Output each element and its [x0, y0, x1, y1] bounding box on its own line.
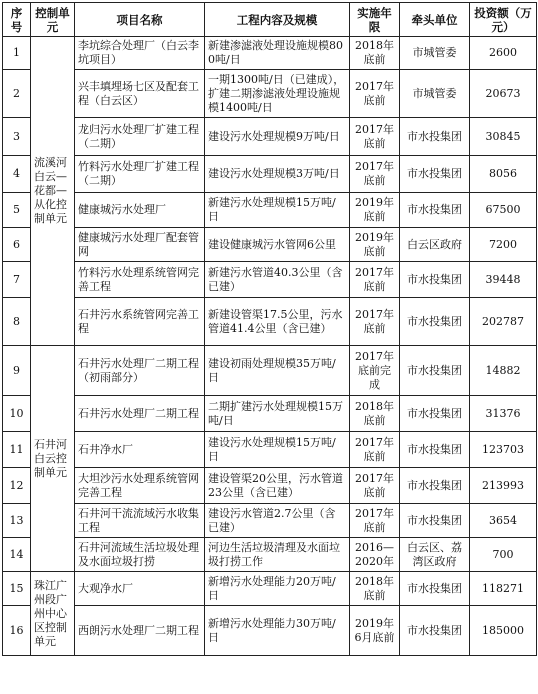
- row-content: 新建设管渠17.5公里，污水管道41.4公里（含已建）: [205, 298, 350, 346]
- row-year: 2019年底前: [350, 193, 400, 228]
- row-year: 2019年6月底前: [350, 606, 400, 656]
- row-no: 10: [3, 396, 31, 432]
- row-content: 新建污水处理规模15万吨/日: [205, 193, 350, 228]
- row-invest: 14882: [470, 346, 537, 396]
- row-lead: 市水投集团: [400, 606, 470, 656]
- row-invest: 700: [470, 538, 537, 572]
- row-no: 2: [3, 70, 31, 118]
- row-lead: 白云区、荔湾区政府: [400, 538, 470, 572]
- row-lead: 市水投集团: [400, 156, 470, 193]
- row-no: 1: [3, 37, 31, 70]
- row-lead: 市水投集团: [400, 193, 470, 228]
- table-row: [3, 118, 537, 156]
- row-name: 健康城污水处理厂: [75, 193, 205, 228]
- row-name: 竹料污水处理厂扩建工程（二期）: [75, 156, 205, 193]
- row-lead: 市水投集团: [400, 504, 470, 538]
- row-year: 2019年底前: [350, 228, 400, 262]
- row-invest: 39448: [470, 262, 537, 298]
- row-lead: 市水投集团: [400, 346, 470, 396]
- row-name: 大坦沙污水处理系统管网完善工程: [75, 468, 205, 504]
- header-name: 项目名称: [75, 3, 205, 37]
- header-year: 实施年限: [350, 3, 400, 37]
- control-unit-cell: 流溪河白云—花都—从化控制单元: [31, 37, 75, 346]
- row-invest: 123703: [470, 432, 537, 468]
- row-no: 6: [3, 228, 31, 262]
- header-unit: 控制单元: [31, 3, 75, 37]
- row-content: 新增污水处理能力20万吨/日: [205, 572, 350, 606]
- row-content: 建设污水处理规模15万吨/日: [205, 432, 350, 468]
- row-invest: 7200: [470, 228, 537, 262]
- row-no: 9: [3, 346, 31, 396]
- row-no: 14: [3, 538, 31, 572]
- row-name: 竹料污水处理系统管网完善工程: [75, 262, 205, 298]
- project-table: [2, 2, 537, 656]
- row-year: 2017年底前: [350, 432, 400, 468]
- row-lead: 市水投集团: [400, 468, 470, 504]
- row-year: 2017年底前: [350, 156, 400, 193]
- row-year: 2017年底前: [350, 118, 400, 156]
- row-lead: 市水投集团: [400, 396, 470, 432]
- row-content: 新增污水处理能力30万吨/日: [205, 606, 350, 656]
- row-no: 13: [3, 504, 31, 538]
- table-row: [3, 156, 537, 193]
- row-name: 石井净水厂: [75, 432, 205, 468]
- row-name: 健康城污水处理厂配套管网: [75, 228, 205, 262]
- row-no: 12: [3, 468, 31, 504]
- row-lead: 白云区政府: [400, 228, 470, 262]
- table-row: [3, 346, 537, 396]
- row-name: 大观净水厂: [75, 572, 205, 606]
- header-row: [3, 3, 537, 37]
- row-no: 3: [3, 118, 31, 156]
- row-name: 李坑综合处理厂（白云李坑项目）: [75, 37, 205, 70]
- table-row: [3, 193, 537, 228]
- row-lead: 市水投集团: [400, 432, 470, 468]
- row-invest: 8056: [470, 156, 537, 193]
- row-lead: 市水投集团: [400, 262, 470, 298]
- control-unit-cell: 珠江广州段广州中心区控制单元: [31, 572, 75, 656]
- row-no: 7: [3, 262, 31, 298]
- row-year: 2017年底前: [350, 468, 400, 504]
- row-name: 兴丰填埋场七区及配套工程（白云区）: [75, 70, 205, 118]
- table-row: [3, 538, 537, 572]
- row-year: 2018年底前: [350, 37, 400, 70]
- row-invest: 20673: [470, 70, 537, 118]
- row-name: 石井河干流流域污水收集工程: [75, 504, 205, 538]
- row-content: 一期1300吨/日（已建成），扩建二期渗滤液处理设施规模1400吨/日: [205, 70, 350, 118]
- row-year: 2017年底前: [350, 504, 400, 538]
- row-year: 2017年底前: [350, 298, 400, 346]
- table-row: [3, 70, 537, 118]
- row-name: 龙归污水处理厂扩建工程（二期）: [75, 118, 205, 156]
- table-row: [3, 432, 537, 468]
- row-content: 新建污水管道40.3公里（含已建）: [205, 262, 350, 298]
- row-invest: 213993: [470, 468, 537, 504]
- row-content: 建设污水处理规模9万吨/日: [205, 118, 350, 156]
- row-no: 15: [3, 572, 31, 606]
- table-row: [3, 572, 537, 606]
- row-content: 二期扩建污水处理规模15万吨/日: [205, 396, 350, 432]
- header-invest: 投资额（万元）: [470, 3, 537, 37]
- row-year: 2018年底前: [350, 396, 400, 432]
- row-no: 16: [3, 606, 31, 656]
- row-year: 2017年底前: [350, 70, 400, 118]
- row-content: 新建渗滤液处理设施规模800吨/日: [205, 37, 350, 70]
- row-content: 建设污水管道2.7公里（含已建）: [205, 504, 350, 538]
- row-lead: 市水投集团: [400, 572, 470, 606]
- row-invest: 2600: [470, 37, 537, 70]
- row-no: 4: [3, 156, 31, 193]
- row-no: 8: [3, 298, 31, 346]
- row-year: 2018年底前: [350, 572, 400, 606]
- table-row: [3, 37, 537, 70]
- row-year: 2017年底前完成: [350, 346, 400, 396]
- header-content: 工程内容及规模: [205, 3, 350, 37]
- row-invest: 185000: [470, 606, 537, 656]
- row-content: 河边生活垃圾清理及水面垃圾打捞工作: [205, 538, 350, 572]
- row-name: 石井河流域生活垃圾处理及水面垃圾打捞: [75, 538, 205, 572]
- table-row: [3, 262, 537, 298]
- row-no: 11: [3, 432, 31, 468]
- table-row: [3, 468, 537, 504]
- row-lead: 市水投集团: [400, 118, 470, 156]
- table-row: [3, 298, 537, 346]
- row-invest: 31376: [470, 396, 537, 432]
- table-row: [3, 228, 537, 262]
- row-content: 建设污水处理规模3万吨/日: [205, 156, 350, 193]
- row-invest: 202787: [470, 298, 537, 346]
- row-invest: 3654: [470, 504, 537, 538]
- control-unit-cell: 石井河白云控制单元: [31, 346, 75, 572]
- table-row: [3, 504, 537, 538]
- row-lead: 市城管委: [400, 37, 470, 70]
- row-invest: 118271: [470, 572, 537, 606]
- row-content: 建设健康城污水管网6公里: [205, 228, 350, 262]
- row-content: 建设管渠20公里，污水管道23公里（含已建）: [205, 468, 350, 504]
- row-invest: 30845: [470, 118, 537, 156]
- row-name: 西朗污水处理厂二期工程: [75, 606, 205, 656]
- row-name: 石井污水处理厂二期工程（初雨部分）: [75, 346, 205, 396]
- row-name: 石井污水处理厂二期工程: [75, 396, 205, 432]
- row-invest: 67500: [470, 193, 537, 228]
- table-row: [3, 396, 537, 432]
- row-lead: 市城管委: [400, 70, 470, 118]
- row-year: 2016—2020年: [350, 538, 400, 572]
- row-name: 石井污水系统管网完善工程: [75, 298, 205, 346]
- row-content: 建设初雨处理规模35万吨/日: [205, 346, 350, 396]
- header-lead: 牵头单位: [400, 3, 470, 37]
- row-lead: 市水投集团: [400, 298, 470, 346]
- row-year: 2017年底前: [350, 262, 400, 298]
- header-no: 序号: [3, 3, 31, 37]
- table-row: [3, 606, 537, 656]
- row-no: 5: [3, 193, 31, 228]
